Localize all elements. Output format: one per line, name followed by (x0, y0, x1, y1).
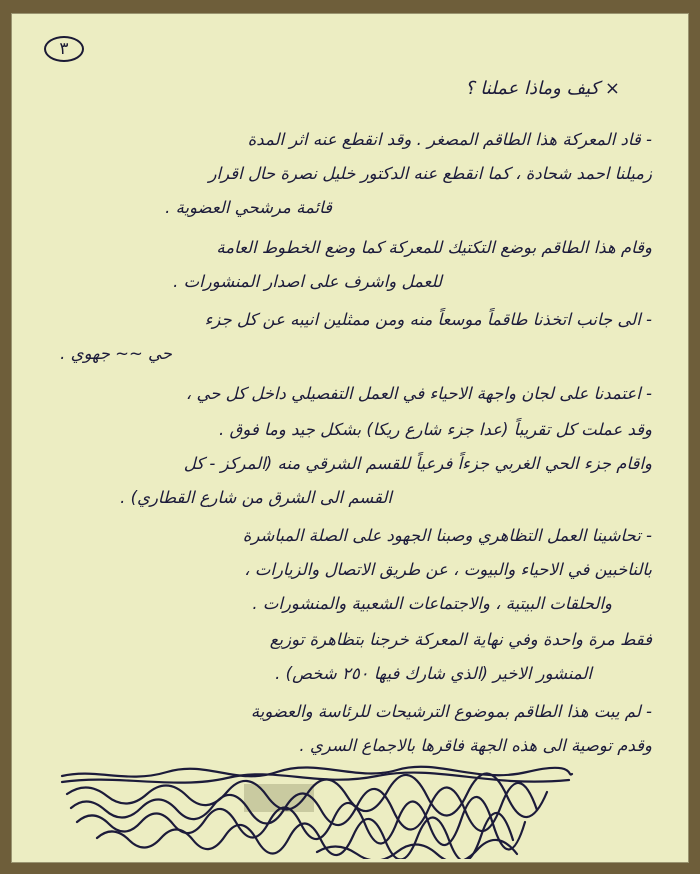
text-line: زميلنا احمد شحادة ، كما انقطع عنه الدكتور خليل نصرة حال اقرار (208, 164, 652, 183)
text-line: - الى جانب اتخذنا طاقماً موسعاً منه ومن ممثلين انيبه عن كل جزء (204, 310, 652, 329)
text-line: - اعتمدنا على لجان واجهة الاحياء في العمل التفصيلي داخل كل حي ، (185, 384, 652, 403)
page-number: ٣ (44, 36, 84, 62)
manuscript-page (12, 14, 688, 862)
text-line: واقام جزء الحي الغربي جزءاً فرعياً للقسم الشرقي منه (المركز - كل (183, 454, 652, 473)
text-line: وقدم توصية الى هذه الجهة فاقرها بالاجماع السري . (299, 736, 652, 755)
text-line: القسم الى الشرق من شارع القطاري) . (120, 488, 392, 507)
text-line: المنشور الاخير (الذي شارك فيها ٢٥٠ شخص) . (275, 664, 592, 683)
text-line: للعمل واشرف على اصدار المنشورات . (173, 272, 442, 291)
text-line: - تحاشينا العمل التظاهري وصبنا الجهود على الصلة المباشرة (242, 526, 652, 545)
text-line: وقام هذا الطاقم بوضع التكتيك للمعركة كما وضع الخطوط العامة (216, 238, 652, 257)
title-mark: × (604, 78, 620, 99)
text-line: وقد عملت كل تقريباً (عدا جزء شارع ريكا) بشكل جيد وما فوق . (219, 420, 652, 439)
text-line: قائمة مرشحي العضوية . (165, 198, 332, 217)
text-line: - قاد المعركة هذا الطاقم المصغر . وقد انقطع عنه اثر المدة (247, 130, 652, 149)
text-line: - لم يبت هذا الطاقم بموضوع الترشيحات للرئاسة والعضوية (250, 702, 652, 721)
title: كيف وماذا عملنا ؟ (464, 78, 600, 99)
text-line: حي ~~ جهوي . (60, 344, 172, 363)
text-line: بالناخبين في الاحياء والبيوت ، عن طريق الاتصال والزيارات ، (244, 560, 652, 579)
crossed-out-block (57, 764, 577, 859)
title-line (465, 78, 620, 99)
text-line: والحلقات البيتية ، والاجتماعات الشعبية والمنشورات . (252, 594, 612, 613)
text-line: فقط مرة واحدة وفي نهاية المعركة خرجنا بتظاهرة توزيع (269, 630, 652, 649)
